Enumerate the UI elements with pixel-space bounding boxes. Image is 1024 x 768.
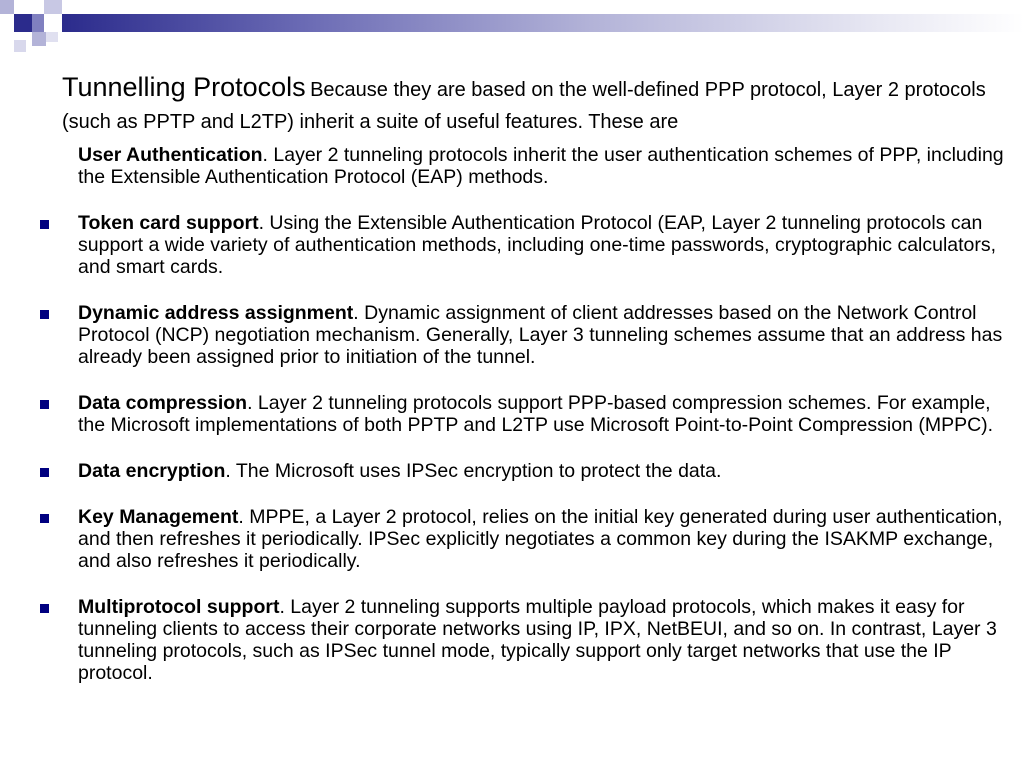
list-item [40,144,1010,188]
square-bullet-icon [40,514,49,523]
item-term: Data encryption [78,460,226,482]
square-bullet-icon [40,310,49,319]
item-text: . Using the Extensible Authentication Protocol (EAP, Layer 2 tunneling protocols can support a wide variety of authentication methods, including one-time passwords, cryptographic calculators, and smart cards. [78,212,997,278]
list-item [40,302,1010,368]
square-bullet-icon [40,400,49,409]
list-item [40,212,1010,278]
slide-header-decoration [0,0,1024,60]
item-text: . Layer 2 tunneling protocols inherit the user authentication schemes of PPP, including the Extensible Authentication Protocol (EAP) methods. [78,144,1004,188]
item-text: . Layer 2 tunneling protocols support PPP-based compression schemes. For example, the Microsoft implementations of both PPTP and L2TP use Microsoft Point-to-Point Compression (MPPC). [78,392,994,436]
deco-square-4 [32,14,44,32]
slide-title: Tunnelling Protocols [62,72,306,102]
slide-title-block [62,72,992,139]
square-bullet-icon [40,604,49,613]
item-term: Multiprotocol support [78,596,280,618]
item-term: Key Management [78,506,239,528]
list-item [40,506,1010,572]
item-text: . Layer 2 tunneling supports multiple payload protocols, which makes it easy for tunneling clients to access their corporate networks using IP, IPX, NetBEUI, and so on. In contrast, Layer 3 tunneling protocols, such as IPSec tunnel mode, typically support only target networks that use the IP protocol. [78,596,997,684]
square-bullet-icon [40,220,49,229]
slide-intro: Because they are based on the well-defined PPP protocol, Layer 2 protocols (such as PPTP and L2TP) inherit a suite of useful features. These are [62,79,986,133]
item-term: Token card support [78,212,259,234]
deco-square-7 [46,32,58,42]
list-item [40,392,1010,436]
item-text: . Dynamic assignment of client addresses based on the Network Control Protocol (NCP) negotiation mechanism. Generally, Layer 3 tunneling schemes assume that an address has already been assigned prior to initiation of the tunnel. [78,302,1003,368]
slide-body [40,144,1010,708]
list-item [40,596,1010,684]
item-term: Data compression [78,392,248,414]
item-term: Dynamic address assignment [78,302,354,324]
item-text: . The Microsoft uses IPSec encryption to protect the data. [225,460,722,482]
item-text: . MPPE, a Layer 2 protocol, relies on the initial key generated during user authentication, and then refreshes it periodically. IPSec explicitly negotiates a common key during the ISAKMP exchange, and also refreshes it periodically. [78,506,1003,572]
list-item [40,460,1010,482]
item-term: User Authentication [78,144,263,166]
deco-square-2 [14,14,32,32]
deco-square-5 [32,32,46,46]
deco-square-3 [44,0,62,14]
header-gradient-bar [62,14,1024,32]
deco-square-6 [14,40,26,52]
deco-square-1 [0,0,14,14]
square-bullet-icon [40,468,49,477]
